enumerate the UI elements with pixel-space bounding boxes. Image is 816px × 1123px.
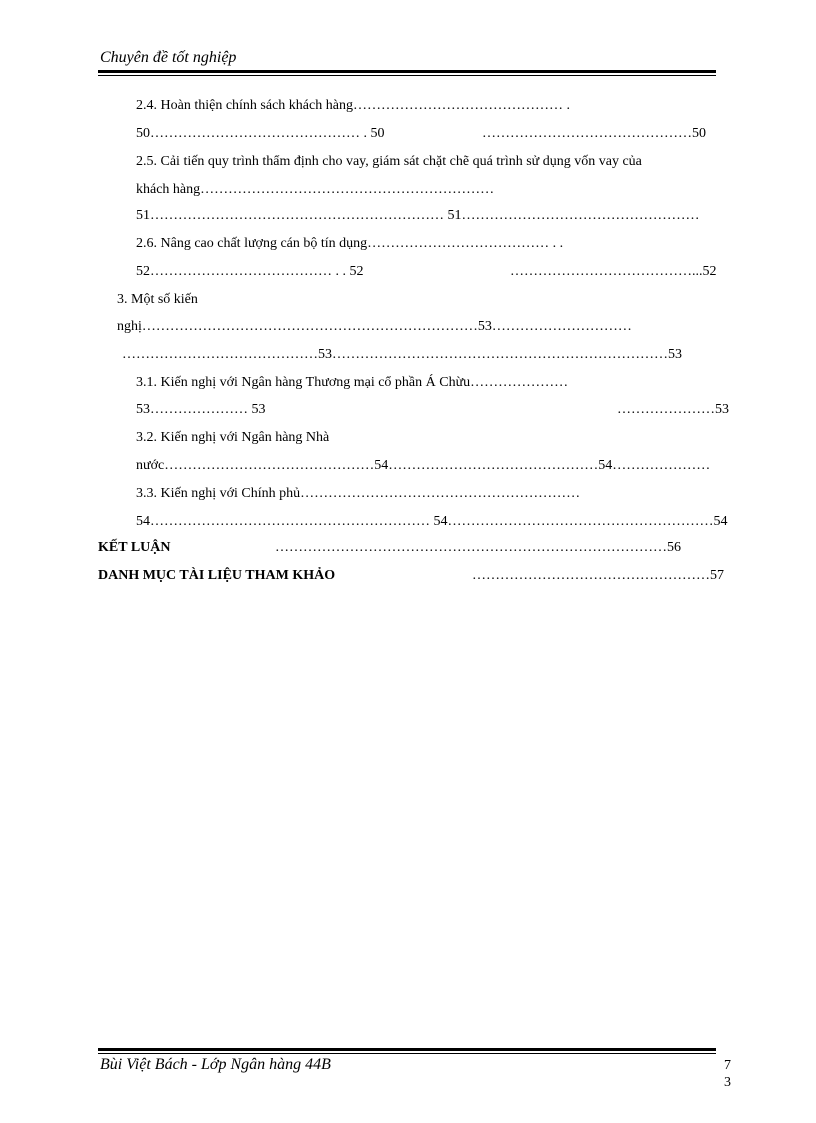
page-number: 7 [724,1058,731,1073]
toc-entry: 3.2. Kiến nghị với Ngân hàng Nhà [136,430,330,445]
toc-entry-page: ……………………………………………57 [472,568,724,583]
page-number-wrap: 3 [724,1075,731,1090]
footer-rule [98,1048,716,1051]
header-rule-thin [98,75,716,76]
header-rule [98,70,716,73]
toc-entry: 2.5. Cải tiến quy trình thẩm định cho vay, giám sát chặt chẽ quá trình sử dụng vốn vay của [136,154,642,169]
running-footer: Bùi Việt Bách - Lớp Ngân hàng 44B [100,1056,331,1073]
toc-heading-conclusion: KẾT LUẬN [98,540,171,555]
toc-entry-page: nước………………………………………54………………………………………54………………… [136,458,711,473]
toc-entry: 2.6. Nâng cao chất lượng cán bộ tín dụng………………………………… . . [136,236,564,251]
toc-entry: khách hàng……………………………………………………… [136,182,495,197]
toc-entry-page: …………………53 [617,402,729,417]
toc-entry-page: 54…………………………………………………… 54…………………………………………………54 [136,514,728,529]
toc-entry-page: ………………………………………50 [482,126,706,141]
toc-entry-page: 53………………… 53 [136,402,266,417]
toc-entry: 3. Một số kiến [117,292,198,307]
toc-entry-page: …………………………………………………………………………56 [275,540,681,555]
toc-entry-page: nghị………………………………………………………………53………………………… [117,319,632,334]
toc-entry-page: 50……………………………………… . 50 [136,126,385,141]
toc-entry-page: ……………………………………53………………………………………………………………53 [122,347,682,362]
toc-heading-references: DANH MỤC TÀI LIỆU THAM KHẢO [98,568,336,583]
toc-entry-page: …………………………………...52 [510,264,717,279]
running-header: Chuyên đề tốt nghiệp [100,49,237,66]
toc-entry: 3.1. Kiến nghị với Ngân hàng Thương mại cổ phần Á Chừu………………… [136,375,569,390]
footer-rule-thin [98,1053,716,1054]
toc-entry: 2.4. Hoàn thiện chính sách khách hàng……………………………………… . [136,98,570,113]
toc-entry-page: 51……………………………………………………… 51…………………………………………… [136,208,700,223]
toc-entry: 3.3. Kiến nghị với Chính phủ…………………………………………………… [136,486,581,501]
toc-entry-page: 52………………………………… . . 52 [136,264,364,279]
